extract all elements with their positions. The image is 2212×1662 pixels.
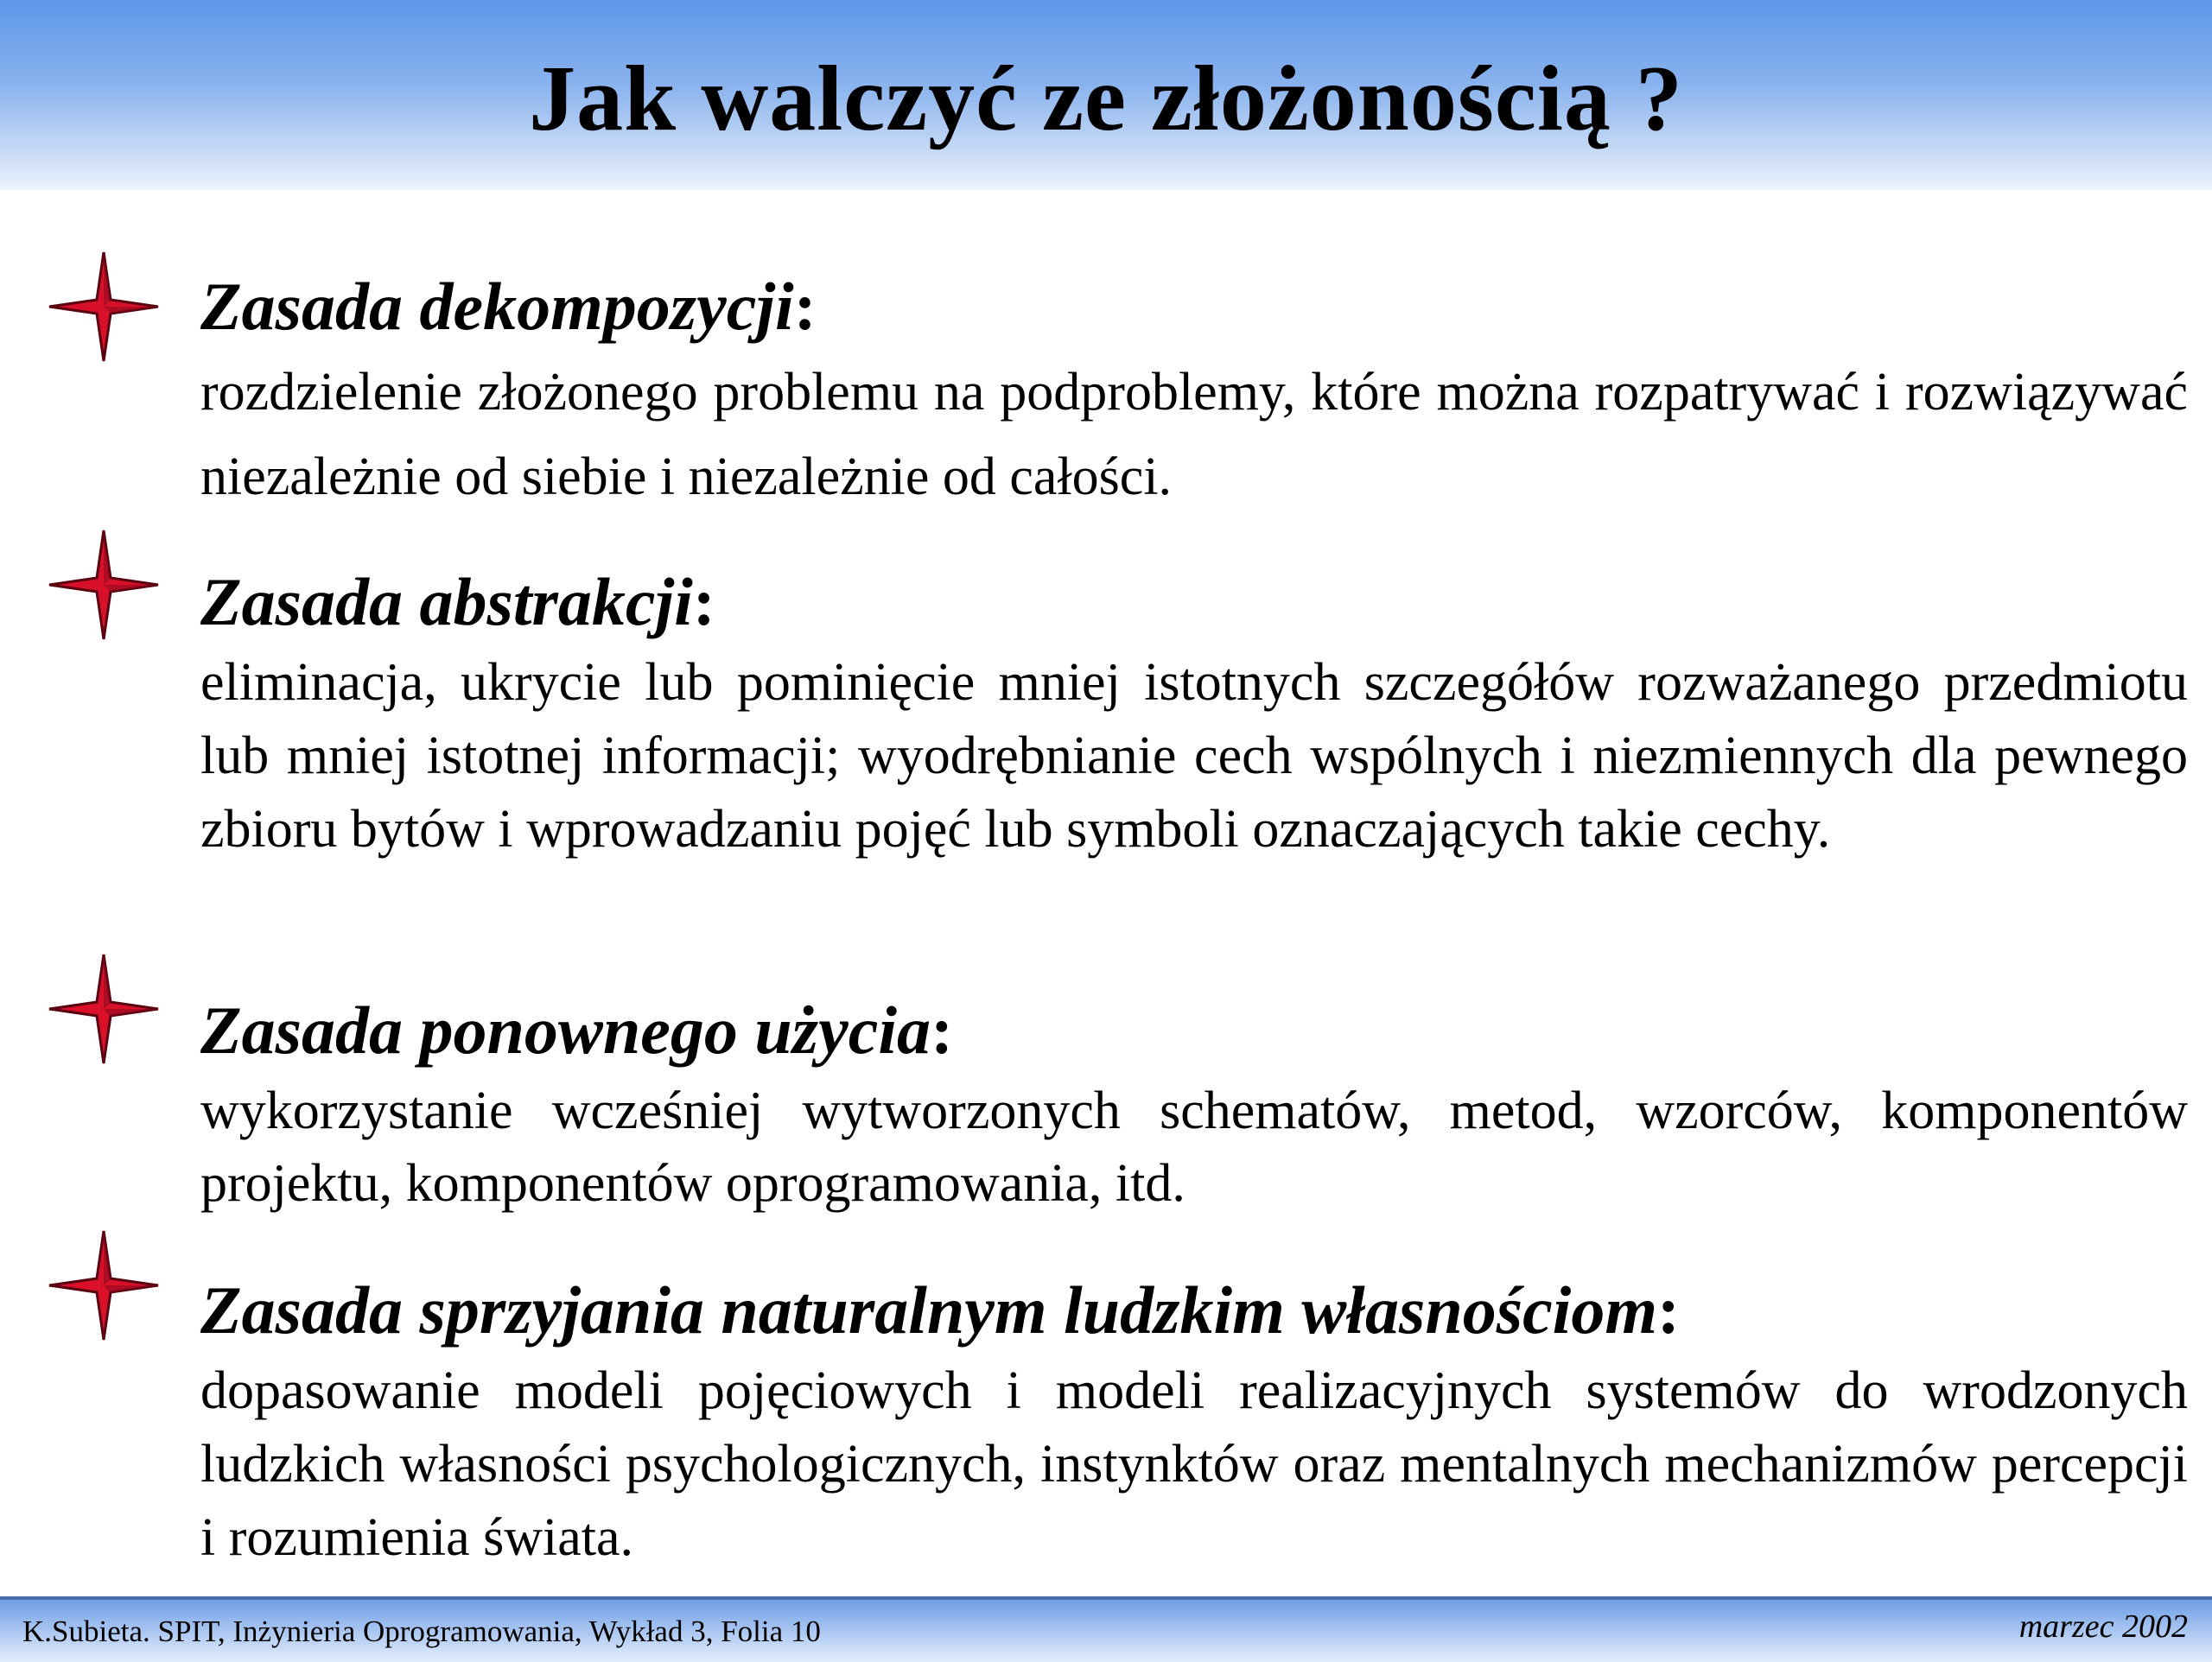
footer-credit: K.Subieta. SPIT, Inżynieria Oprogramowania, Wykład 3, Folia 10 (22, 1614, 821, 1648)
four-point-star-icon (48, 251, 160, 363)
principle-description: eliminacja, ukrycie lub pominięcie mniej istotnych szczegółów rozważanego przedmiotu lub mniej istotnej informacji; wyodrębnianie cech wspólnych i niezmiennych dla pewnego zbioru bytów i wprowadzaniu pojęć lub symboli oznaczających takie cechy. (200, 653, 2188, 859)
footer-date: marzec 2002 (2018, 1608, 2188, 1645)
principle-description: rozdzielenie złożonego problemu na podproblemy, które można rozpatrywać i rozwiązywać niezależnie od siebie i niezależnie od całości. (200, 363, 2188, 506)
principle-description: dopasowanie modeli pojęciowych i modeli realizacyjnych systemów do wrodzonych ludzkich własności psychologicznych, instynktów oraz mentalnych mechanizmów percepcji i rozumienia świata. (200, 1361, 2188, 1567)
principle-heading: Zasada sprzyjania naturalnym ludzkim własnościom: (200, 1272, 1681, 1348)
principle-heading: Zasada abstrakcji: (200, 564, 715, 639)
four-point-star-icon (48, 1229, 160, 1342)
slide-title: Jak walczyć ze złożonością ? (529, 48, 1683, 150)
four-point-star-icon (48, 529, 160, 641)
four-point-star-icon (48, 953, 160, 1065)
principle-heading: Zasada dekompozycji: (200, 269, 817, 344)
principle-heading: Zasada ponownego użycia: (200, 993, 954, 1068)
principle-description: wykorzystanie wcześniej wytworzonych schematów, metod, wzorców, komponentów projektu, komponentów oprogramowania, itd. (200, 1082, 2188, 1213)
